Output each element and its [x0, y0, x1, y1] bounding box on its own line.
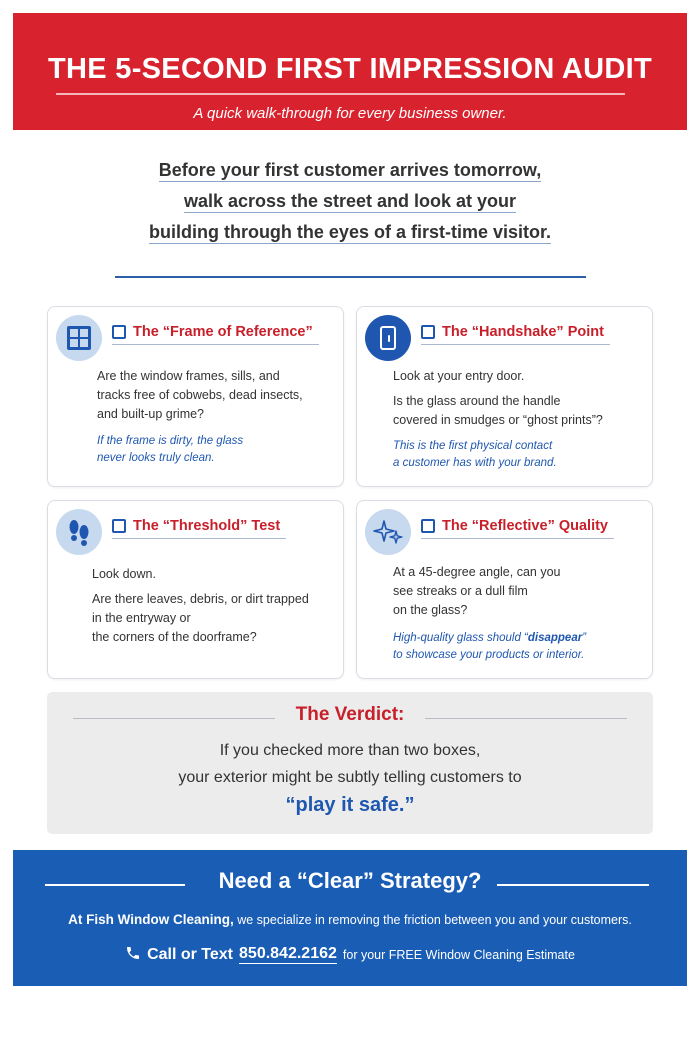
- card-threshold-body-4: the corners of the doorframe?: [92, 630, 257, 644]
- checkbox-frame[interactable]: [112, 325, 126, 339]
- verdict-panel: [47, 692, 653, 834]
- checkbox-threshold[interactable]: [112, 519, 126, 533]
- door-icon: [365, 315, 411, 361]
- audit-card-frame: [47, 306, 344, 487]
- intro-text: [0, 156, 700, 249]
- card-handshake-body-3: covered in smudges or “ghost prints”?: [393, 413, 603, 427]
- footer-banner: [13, 850, 687, 986]
- card-reflective-note-2: to showcase your products or interior.: [393, 649, 585, 661]
- phone-link[interactable]: 850.842.2162: [239, 945, 337, 962]
- audit-card-handshake: [356, 306, 653, 487]
- footer-call: [13, 945, 687, 964]
- card-frame-body-2: tracks free of cobwebs, dead insects,: [97, 388, 303, 402]
- card-title-frame: The “Frame of Reference”: [133, 324, 313, 340]
- card-reflective-body-1: At a 45-degree angle, can you: [393, 565, 561, 579]
- card-reflective-body-2: see streaks or a dull film: [393, 584, 528, 598]
- intro-divider: [115, 276, 586, 278]
- checkbox-handshake[interactable]: [421, 325, 435, 339]
- page-title: THE 5-SECOND FIRST IMPRESSION AUDIT: [48, 53, 652, 85]
- call-suffix: for your FREE Window Cleaning Estimate: [342, 947, 575, 962]
- page-subtitle: A quick walk-through for every business owner.: [193, 105, 507, 122]
- card-title-reflective: The “Reflective” Quality: [442, 518, 608, 534]
- footer-title: Need a “Clear” Strategy?: [218, 868, 482, 893]
- intro-line-3: building through the eyes of a first-time visitor.: [148, 222, 552, 242]
- verdict-line-2: your exterior might be subtly telling customers to: [178, 769, 522, 786]
- sparkle-icon: [365, 509, 411, 555]
- card-frame-note-1: If the frame is dirty, the glass: [97, 435, 244, 447]
- company-name: At Fish Window Cleaning,: [68, 912, 234, 927]
- card-handshake-note-1: This is the first physical contact: [393, 440, 553, 452]
- footer-text: At Fish Window Cleaning, we specialize in removing the friction between you and your customers.: [68, 912, 632, 927]
- call-label: Call or Text: [147, 945, 234, 963]
- intro-line-1: Before your first customer arrives tomorrow,: [158, 160, 542, 180]
- card-title-handshake: The “Handshake” Point: [442, 324, 604, 340]
- verdict-title: The Verdict:: [295, 704, 405, 725]
- phone-icon: [125, 945, 141, 964]
- footprints-icon: [56, 509, 102, 555]
- card-handshake-note-2: a customer has with your brand.: [393, 457, 557, 469]
- card-reflective-body-3: on the glass?: [393, 603, 468, 617]
- header-divider: [56, 93, 625, 95]
- card-frame-body-1: Are the window frames, sills, and: [97, 369, 280, 383]
- card-handshake-body-2: Is the glass around the handle: [393, 394, 561, 408]
- audit-card-reflective: [356, 500, 653, 679]
- card-threshold-body-1: Look down.: [92, 567, 156, 581]
- checkbox-reflective[interactable]: [421, 519, 435, 533]
- card-frame-note-2: never looks truly clean.: [97, 452, 215, 464]
- card-handshake-body-1: Look at your entry door.: [393, 369, 525, 383]
- header-banner: [13, 13, 687, 130]
- verdict-line-1: If you checked more than two boxes,: [219, 742, 481, 759]
- window-icon: [56, 315, 102, 361]
- card-frame-body-3: and built-up grime?: [97, 407, 205, 421]
- card-threshold-body-3: in the entryway or: [92, 611, 191, 625]
- card-title-threshold: The “Threshold” Test: [133, 518, 281, 534]
- verdict-quote: “play it safe.”: [285, 794, 415, 816]
- audit-card-threshold: [47, 500, 344, 679]
- intro-line-2: walk across the street and look at your: [183, 191, 517, 211]
- card-threshold-body-2: Are there leaves, debris, or dirt trapped: [92, 592, 309, 606]
- card-reflective-note-1: High-quality glass should “disappear”: [393, 632, 587, 644]
- note-emphasis: disappear: [527, 632, 583, 644]
